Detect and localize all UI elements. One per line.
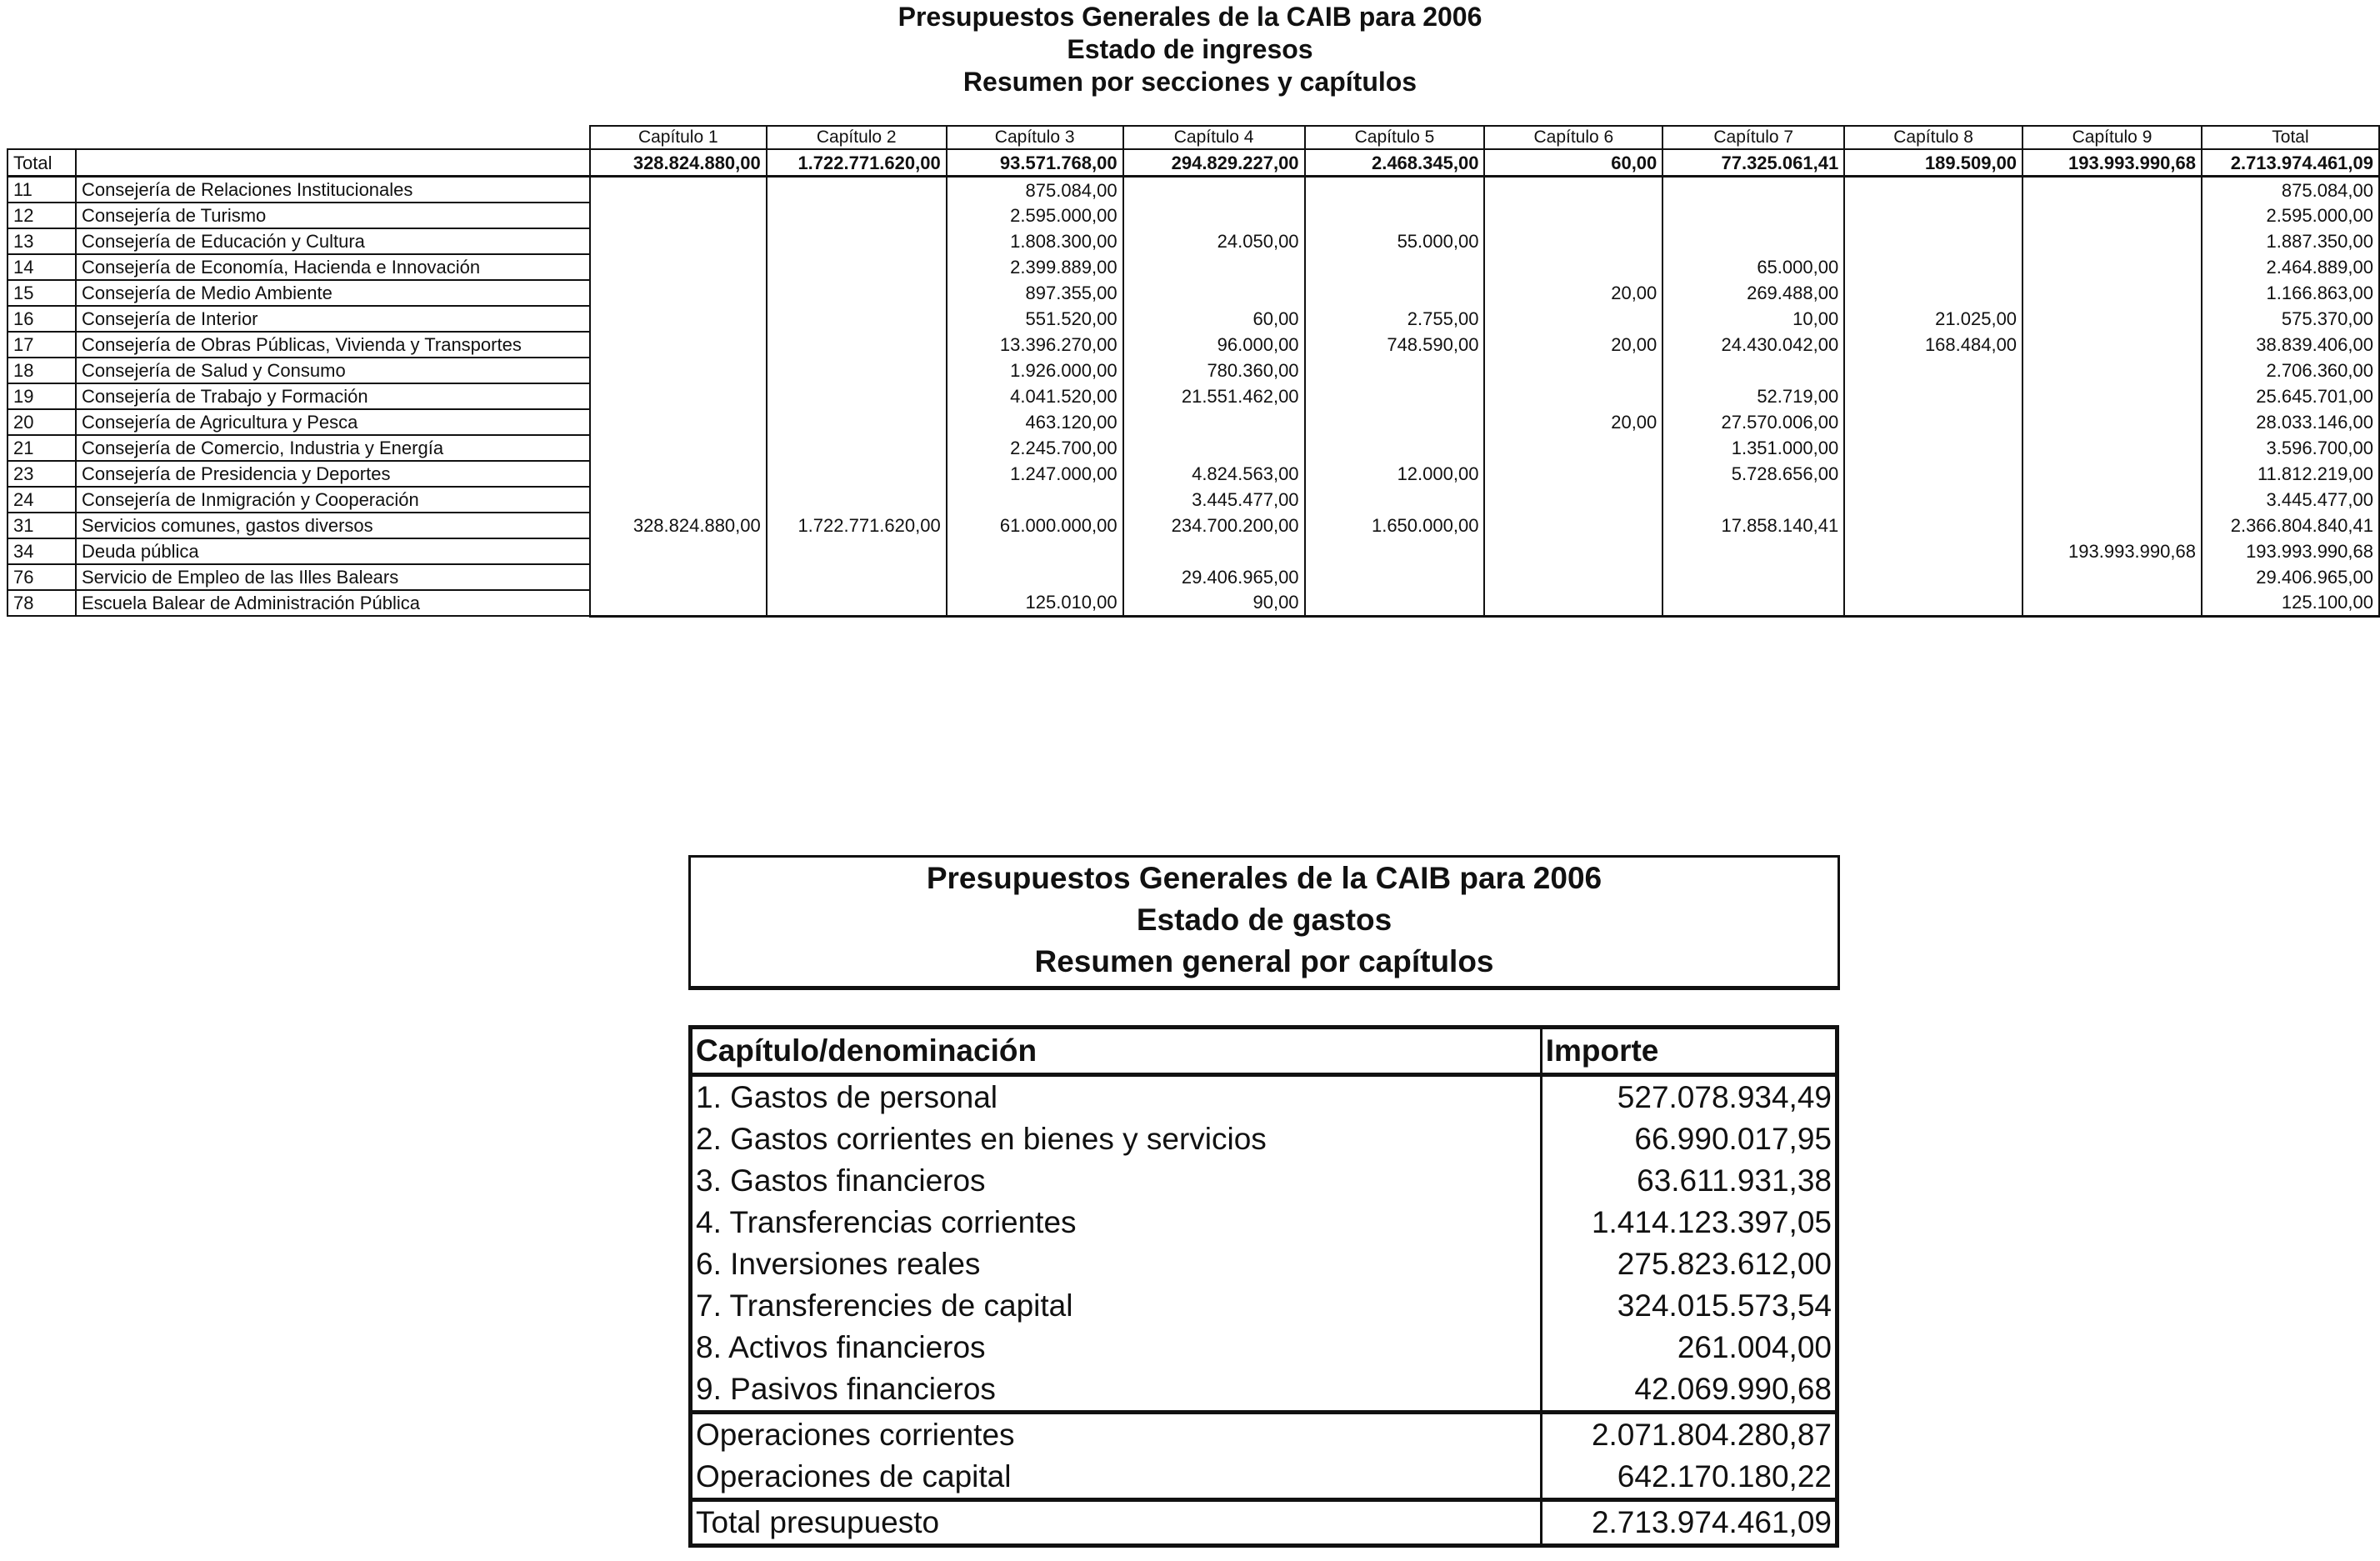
cell-value: 27.570.006,00 xyxy=(1662,409,1844,435)
gastos-header-row xyxy=(691,1028,1838,1075)
cell-value xyxy=(2022,358,2202,383)
section-code: 12 xyxy=(8,203,76,228)
cell-value: 5.728.656,00 xyxy=(1662,461,1844,487)
cell-value: 234.700.200,00 xyxy=(1123,513,1305,538)
cell-value xyxy=(1305,487,1485,513)
cell-value: 1.650.000,00 xyxy=(1305,513,1485,538)
cell-value xyxy=(947,538,1123,564)
cell-value: 17.858.140,41 xyxy=(1662,513,1844,538)
cell-value xyxy=(590,254,767,280)
row-amount: 275.823.612,00 xyxy=(1541,1243,1837,1285)
section-name: Consejería de Turismo xyxy=(76,203,590,228)
cell-value xyxy=(767,435,947,461)
table-row xyxy=(8,538,2379,564)
cell-value xyxy=(1662,358,1844,383)
cell-value xyxy=(767,461,947,487)
row-label: Total presupuesto xyxy=(691,1500,1542,1546)
cell-value: 20,00 xyxy=(1484,409,1662,435)
cell-value xyxy=(590,358,767,383)
row-label: 4. Transferencias corrientes xyxy=(696,1205,1077,1239)
cell-value xyxy=(2022,564,2202,590)
cell-value xyxy=(947,564,1123,590)
cell-value xyxy=(767,254,947,280)
cell-value: 38.839.406,00 xyxy=(2202,332,2379,358)
cell-value xyxy=(1305,538,1485,564)
total-value: 60,00 xyxy=(1484,149,1662,177)
table-row xyxy=(8,228,2379,254)
section-name: Consejería de Medio Ambiente xyxy=(76,280,590,306)
cell-value xyxy=(1844,358,2022,383)
cell-value: 65.000,00 xyxy=(1662,254,1844,280)
row-amount: 2.071.804.280,87 xyxy=(1541,1413,1837,1457)
cell-value xyxy=(767,383,947,409)
cell-value: 125.100,00 xyxy=(2202,590,2379,616)
cell-value xyxy=(1484,254,1662,280)
cell-value xyxy=(1484,564,1662,590)
cell-value: 1.247.000,00 xyxy=(947,461,1123,487)
header-spacer xyxy=(8,126,590,149)
cell-value xyxy=(1305,358,1485,383)
row-amount: 1.414.123.397,05 xyxy=(1541,1202,1837,1243)
column-header: Capítulo 6 xyxy=(1484,126,1662,149)
row-amount: 261.004,00 xyxy=(1541,1327,1837,1368)
section-name: Consejería de Economía, Hacienda e Innovación xyxy=(76,254,590,280)
table-row xyxy=(8,513,2379,538)
column-header: Total xyxy=(2202,126,2379,149)
cell-value: 25.645.701,00 xyxy=(2202,383,2379,409)
section-name: Consejería de Presidencia y Deportes xyxy=(76,461,590,487)
cell-value xyxy=(590,487,767,513)
column-header: Capítulo 5 xyxy=(1305,126,1485,149)
cell-value: 90,00 xyxy=(1123,590,1305,616)
section-code: 34 xyxy=(8,538,76,564)
cell-value xyxy=(767,306,947,332)
cell-value: 96.000,00 xyxy=(1123,332,1305,358)
column-header: Capítulo 2 xyxy=(767,126,947,149)
total-label: Total xyxy=(8,149,76,177)
cell-value: 61.000.000,00 xyxy=(947,513,1123,538)
cell-value: 11.812.219,00 xyxy=(2202,461,2379,487)
cell-value: 29.406.965,00 xyxy=(2202,564,2379,590)
section-code: 21 xyxy=(8,435,76,461)
cell-value xyxy=(590,538,767,564)
cell-value: 168.484,00 xyxy=(1844,332,2022,358)
cell-value xyxy=(2022,487,2202,513)
section-name: Consejería de Salud y Consumo xyxy=(76,358,590,383)
cell-value: 60,00 xyxy=(1123,306,1305,332)
cell-value xyxy=(590,409,767,435)
section-name: Escuela Balear de Administración Pública xyxy=(76,590,590,616)
cell-value: 328.824.880,00 xyxy=(590,513,767,538)
total-value: 93.571.768,00 xyxy=(947,149,1123,177)
cell-value xyxy=(2022,177,2202,203)
cell-value xyxy=(767,538,947,564)
cell-value xyxy=(1484,228,1662,254)
cell-value xyxy=(590,306,767,332)
row-amount: 63.611.931,38 xyxy=(1541,1160,1837,1202)
row-label: 3. Gastos financieros xyxy=(696,1163,986,1198)
cell-value xyxy=(1844,177,2022,203)
cell-value: 3.596.700,00 xyxy=(2202,435,2379,461)
cell-value xyxy=(2022,306,2202,332)
cell-value xyxy=(1305,203,1485,228)
cell-value xyxy=(1484,513,1662,538)
cell-value: 2.595.000,00 xyxy=(947,203,1123,228)
section-name: Consejería de Obras Públicas, Vivienda y Transportes xyxy=(76,332,590,358)
cell-value: 780.360,00 xyxy=(1123,358,1305,383)
cell-value xyxy=(590,332,767,358)
row-label: 8. Activos financieros xyxy=(696,1330,986,1364)
cell-value: 24.050,00 xyxy=(1123,228,1305,254)
section-code: 11 xyxy=(8,177,76,203)
table-row xyxy=(8,409,2379,435)
table-row xyxy=(8,435,2379,461)
cell-value xyxy=(1484,461,1662,487)
subtotal-row xyxy=(691,1413,1838,1457)
total-value: 2.468.345,00 xyxy=(1305,149,1485,177)
cell-value xyxy=(2022,228,2202,254)
chapter-row xyxy=(691,1285,1838,1327)
cell-value xyxy=(1484,487,1662,513)
row-amount: 66.990.017,95 xyxy=(1541,1118,1837,1160)
cell-value xyxy=(1844,513,2022,538)
cell-value xyxy=(2022,513,2202,538)
cell-value: 748.590,00 xyxy=(1305,332,1485,358)
cell-value xyxy=(1662,228,1844,254)
cell-value xyxy=(1844,487,2022,513)
chapter-row xyxy=(691,1202,1838,1243)
row-label: Operaciones corrientes xyxy=(691,1413,1542,1457)
table-row xyxy=(8,564,2379,590)
column-header: Capítulo 7 xyxy=(1662,126,1844,149)
cell-value xyxy=(590,280,767,306)
cell-value: 24.430.042,00 xyxy=(1662,332,1844,358)
section-code: 18 xyxy=(8,358,76,383)
column-header: Capítulo 1 xyxy=(590,126,767,149)
section-name: Consejería de Interior xyxy=(76,306,590,332)
section-code: 19 xyxy=(8,383,76,409)
cell-value xyxy=(1844,538,2022,564)
section-code: 13 xyxy=(8,228,76,254)
ingresos-title-line-3: Resumen por secciones y capítulos xyxy=(962,67,1418,97)
chapter-row xyxy=(691,1160,1838,1202)
column-header: Capítulo 8 xyxy=(1844,126,2022,149)
cell-value: 21.025,00 xyxy=(1844,306,2022,332)
cell-value xyxy=(1662,538,1844,564)
cell-value xyxy=(767,332,947,358)
section-code: 76 xyxy=(8,564,76,590)
cell-value xyxy=(2022,435,2202,461)
cell-value xyxy=(1123,435,1305,461)
table-row xyxy=(8,203,2379,228)
row-amount: 324.015.573,54 xyxy=(1541,1285,1837,1327)
cell-value xyxy=(2022,383,2202,409)
cell-value xyxy=(1484,358,1662,383)
cell-value: 21.551.462,00 xyxy=(1123,383,1305,409)
cell-value xyxy=(2022,254,2202,280)
column-header: Capítulo 9 xyxy=(2022,126,2202,149)
section-code: 23 xyxy=(8,461,76,487)
row-amount: 2.713.974.461,09 xyxy=(1541,1500,1837,1546)
cell-value xyxy=(1484,306,1662,332)
ingresos-title xyxy=(0,0,2380,98)
cell-value xyxy=(1662,564,1844,590)
cell-value: 52.719,00 xyxy=(1662,383,1844,409)
cell-value: 575.370,00 xyxy=(2202,306,2379,332)
cell-value xyxy=(1662,590,1844,616)
table-row xyxy=(8,590,2379,616)
section-name: Consejería de Educación y Cultura xyxy=(76,228,590,254)
cell-value: 193.993.990,68 xyxy=(2022,538,2202,564)
cell-value: 3.445.477,00 xyxy=(1123,487,1305,513)
cell-value xyxy=(1844,383,2022,409)
cell-value xyxy=(1305,254,1485,280)
cell-value xyxy=(1662,203,1844,228)
section-name: Consejería de Agricultura y Pesca xyxy=(76,409,590,435)
cell-value: 12.000,00 xyxy=(1305,461,1485,487)
cell-value xyxy=(2022,409,2202,435)
cell-value xyxy=(767,177,947,203)
cell-value: 1.926.000,00 xyxy=(947,358,1123,383)
cell-value xyxy=(767,564,947,590)
row-label: 7. Transferencies de capital xyxy=(696,1288,1073,1323)
section-name: Servicio de Empleo de las Illes Balears xyxy=(76,564,590,590)
cell-value: 125.010,00 xyxy=(947,590,1123,616)
total-value: 77.325.061,41 xyxy=(1662,149,1844,177)
cell-value xyxy=(1484,590,1662,616)
cell-value: 551.520,00 xyxy=(947,306,1123,332)
section-code: 15 xyxy=(8,280,76,306)
cell-value: 875.084,00 xyxy=(2202,177,2379,203)
gastos-title-line-1: Presupuestos Generales de la CAIB para 2006 xyxy=(926,861,1602,895)
cell-value: 55.000,00 xyxy=(1305,228,1485,254)
cell-value xyxy=(767,358,947,383)
cell-value xyxy=(1305,177,1485,203)
cell-value xyxy=(590,228,767,254)
cell-value xyxy=(767,409,947,435)
cell-value: 1.351.000,00 xyxy=(1662,435,1844,461)
section-name: Consejería de Trabajo y Formación xyxy=(76,383,590,409)
section-code: 24 xyxy=(8,487,76,513)
section-code: 20 xyxy=(8,409,76,435)
table-row xyxy=(8,306,2379,332)
cell-value: 2.595.000,00 xyxy=(2202,203,2379,228)
row-amount: 42.069.990,68 xyxy=(1541,1368,1837,1413)
cell-value xyxy=(767,487,947,513)
ingresos-total-row xyxy=(8,149,2379,177)
gastos-header-amount: Importe xyxy=(1541,1028,1837,1075)
total-value: 193.993.990,68 xyxy=(2022,149,2202,177)
cell-value xyxy=(1844,590,2022,616)
total-value: 2.713.974.461,09 xyxy=(2202,149,2379,177)
table-row xyxy=(8,383,2379,409)
cell-value xyxy=(767,590,947,616)
ingresos-title-line-2: Estado de ingresos xyxy=(1067,34,1313,64)
table-row xyxy=(8,254,2379,280)
total-value: 294.829.227,00 xyxy=(1123,149,1305,177)
cell-value xyxy=(767,228,947,254)
chapter-row xyxy=(691,1118,1838,1160)
cell-value xyxy=(2022,203,2202,228)
cell-value xyxy=(1844,409,2022,435)
gastos-title-box xyxy=(688,855,1840,990)
row-label: 1. Gastos de personal xyxy=(696,1080,998,1114)
total-value: 189.509,00 xyxy=(1844,149,2022,177)
cell-value: 28.033.146,00 xyxy=(2202,409,2379,435)
section-name: Consejería de Relaciones Institucionales xyxy=(76,177,590,203)
section-code: 14 xyxy=(8,254,76,280)
cell-value xyxy=(590,590,767,616)
gastos-header-label: Capítulo/denominación xyxy=(691,1028,1542,1075)
section-code: 78 xyxy=(8,590,76,616)
cell-value xyxy=(1844,435,2022,461)
cell-value xyxy=(590,435,767,461)
cell-value xyxy=(2022,461,2202,487)
cell-value xyxy=(1305,280,1485,306)
section-name: Deuda pública xyxy=(76,538,590,564)
gastos-title-line-3: Resumen general por capítulos xyxy=(1034,944,1494,978)
cell-value: 10,00 xyxy=(1662,306,1844,332)
row-amount: 527.078.934,49 xyxy=(1541,1075,1837,1119)
cell-value xyxy=(590,564,767,590)
chapter-row xyxy=(691,1368,1838,1413)
chapter-row xyxy=(691,1075,1838,1119)
total-value: 1.722.771.620,00 xyxy=(767,149,947,177)
cell-value xyxy=(1123,203,1305,228)
cell-value xyxy=(1305,564,1485,590)
cell-value xyxy=(1305,590,1485,616)
total-name-blank xyxy=(76,149,590,177)
cell-value: 2.706.360,00 xyxy=(2202,358,2379,383)
cell-value: 1.722.771.620,00 xyxy=(767,513,947,538)
table-row xyxy=(8,461,2379,487)
cell-value: 20,00 xyxy=(1484,332,1662,358)
cell-value: 3.445.477,00 xyxy=(2202,487,2379,513)
ingresos-table xyxy=(7,125,2380,618)
row-label: Operaciones de capital xyxy=(696,1459,1012,1493)
chapter-row xyxy=(691,1327,1838,1368)
gastos-table xyxy=(688,1025,1839,1548)
row-label: 6. Inversiones reales xyxy=(696,1247,981,1281)
cell-value xyxy=(590,177,767,203)
table-row xyxy=(8,177,2379,203)
section-name: Consejería de Inmigración y Cooperación xyxy=(76,487,590,513)
cell-value xyxy=(1123,280,1305,306)
section-code: 31 xyxy=(8,513,76,538)
column-header: Capítulo 4 xyxy=(1123,126,1305,149)
cell-value xyxy=(767,203,947,228)
cell-value: 897.355,00 xyxy=(947,280,1123,306)
cell-value: 1.808.300,00 xyxy=(947,228,1123,254)
cell-value: 4.824.563,00 xyxy=(1123,461,1305,487)
section-code: 17 xyxy=(8,332,76,358)
cell-value xyxy=(947,487,1123,513)
cell-value xyxy=(1305,383,1485,409)
cell-value xyxy=(767,280,947,306)
section-code: 16 xyxy=(8,306,76,332)
cell-value xyxy=(1484,383,1662,409)
total-row xyxy=(691,1500,1838,1546)
cell-value xyxy=(2022,590,2202,616)
cell-value xyxy=(1305,409,1485,435)
cell-value xyxy=(1844,461,2022,487)
ingresos-header-row xyxy=(8,126,2379,149)
ingresos-title-line-1: Presupuestos Generales de la CAIB para 2006 xyxy=(898,2,1482,32)
cell-value: 13.396.270,00 xyxy=(947,332,1123,358)
cell-value xyxy=(1123,409,1305,435)
table-row xyxy=(8,487,2379,513)
row-amount: 642.170.180,22 xyxy=(1541,1456,1837,1500)
row-label: 9. Pasivos financieros xyxy=(696,1372,996,1406)
cell-value: 2.366.804.840,41 xyxy=(2202,513,2379,538)
cell-value xyxy=(2022,332,2202,358)
cell-value xyxy=(1844,203,2022,228)
cell-value: 29.406.965,00 xyxy=(1123,564,1305,590)
cell-value: 875.084,00 xyxy=(947,177,1123,203)
table-row xyxy=(8,358,2379,383)
cell-value xyxy=(1305,435,1485,461)
cell-value: 463.120,00 xyxy=(947,409,1123,435)
total-value: 328.824.880,00 xyxy=(590,149,767,177)
cell-value xyxy=(590,461,767,487)
row-label: 2. Gastos corrientes en bienes y servicios xyxy=(696,1122,1267,1156)
section-name: Consejería de Comercio, Industria y Energía xyxy=(76,435,590,461)
cell-value: 2.245.700,00 xyxy=(947,435,1123,461)
cell-value: 1.166.863,00 xyxy=(2202,280,2379,306)
cell-value xyxy=(1844,254,2022,280)
cell-value xyxy=(1662,487,1844,513)
cell-value: 269.488,00 xyxy=(1662,280,1844,306)
cell-value: 4.041.520,00 xyxy=(947,383,1123,409)
cell-value xyxy=(1123,177,1305,203)
column-header: Capítulo 3 xyxy=(947,126,1123,149)
cell-value xyxy=(1844,228,2022,254)
subtotal-row xyxy=(691,1456,1838,1500)
cell-value xyxy=(1484,435,1662,461)
table-row xyxy=(8,332,2379,358)
cell-value xyxy=(1484,538,1662,564)
chapter-row xyxy=(691,1243,1838,1285)
cell-value: 2.464.889,00 xyxy=(2202,254,2379,280)
cell-value xyxy=(1844,564,2022,590)
cell-value: 2.755,00 xyxy=(1305,306,1485,332)
section-name: Servicios comunes, gastos diversos xyxy=(76,513,590,538)
cell-value xyxy=(1123,538,1305,564)
cell-value: 20,00 xyxy=(1484,280,1662,306)
cell-value: 1.887.350,00 xyxy=(2202,228,2379,254)
cell-value xyxy=(1844,280,2022,306)
cell-value xyxy=(590,383,767,409)
cell-value xyxy=(590,203,767,228)
cell-value: 193.993.990,68 xyxy=(2202,538,2379,564)
table-row xyxy=(8,280,2379,306)
cell-value xyxy=(1123,254,1305,280)
cell-value xyxy=(2022,280,2202,306)
cell-value xyxy=(1484,177,1662,203)
cell-value: 2.399.889,00 xyxy=(947,254,1123,280)
cell-value xyxy=(1484,203,1662,228)
gastos-title-line-2: Estado de gastos xyxy=(1136,903,1392,937)
cell-value xyxy=(1662,177,1844,203)
